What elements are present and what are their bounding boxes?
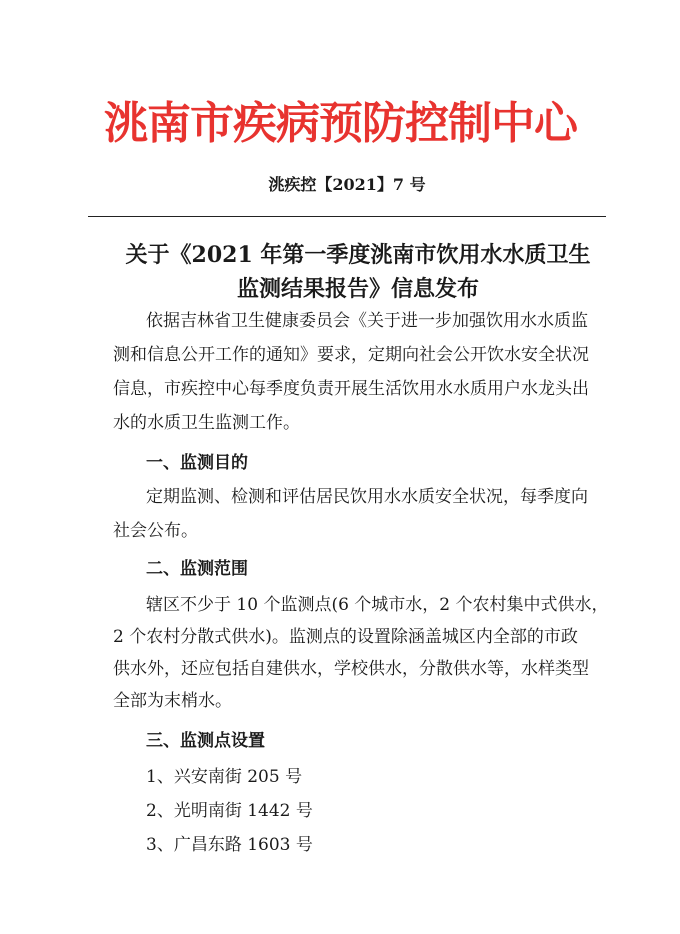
section-heading-sites: 三、监测点设置: [146, 731, 265, 751]
scope-line-4: 全部为末梢水。: [113, 691, 232, 711]
title-line-1: 关于《2021 年第一季度洮南市饮用水水质卫生: [125, 242, 591, 268]
intro-line-3: 信息，市疾控中心每季度负责开展生活饮用水水质用户水龙头出: [113, 379, 589, 399]
section-heading-scope: 二、监测范围: [146, 559, 248, 579]
site-item-1: 1、兴安南街 205 号: [146, 767, 303, 787]
scope-line-1: 辖区不少于 10 个监测点(6 个城市水，2 个农村集中式供水，: [146, 595, 609, 615]
intro-line-1: 依据吉林省卫生健康委员会《关于进一步加强饮用水水质监: [146, 311, 588, 331]
scope-line-3: 供水外，还应包括自建供水，学校供水，分散供水等，水样类型: [113, 659, 589, 679]
intro-line-2: 测和信息公开工作的通知》要求，定期向社会公开饮水安全状况: [113, 345, 589, 365]
issuer-header: 洮南市疾病预防控制中心: [104, 98, 577, 149]
title-line-2: 监测结果报告》信息发布: [236, 276, 479, 302]
purpose-line-1: 定期监测、检测和评估居民饮用水水质安全状况，每季度向: [146, 487, 588, 507]
header-divider: [88, 216, 606, 217]
site-item-2: 2、光明南街 1442 号: [146, 801, 313, 821]
scope-line-2: 2 个农村分散式供水)。监测点的设置除涵盖城区内全部的市政: [113, 627, 578, 647]
intro-line-4: 水的水质卫生监测工作。: [113, 413, 300, 433]
site-item-3: 3、广昌东路 1603 号: [146, 835, 313, 855]
section-heading-purpose: 一、监测目的: [146, 453, 248, 473]
purpose-line-2: 社会公布。: [113, 521, 198, 541]
document-number: 洮疾控【2021】7 号: [268, 175, 426, 194]
